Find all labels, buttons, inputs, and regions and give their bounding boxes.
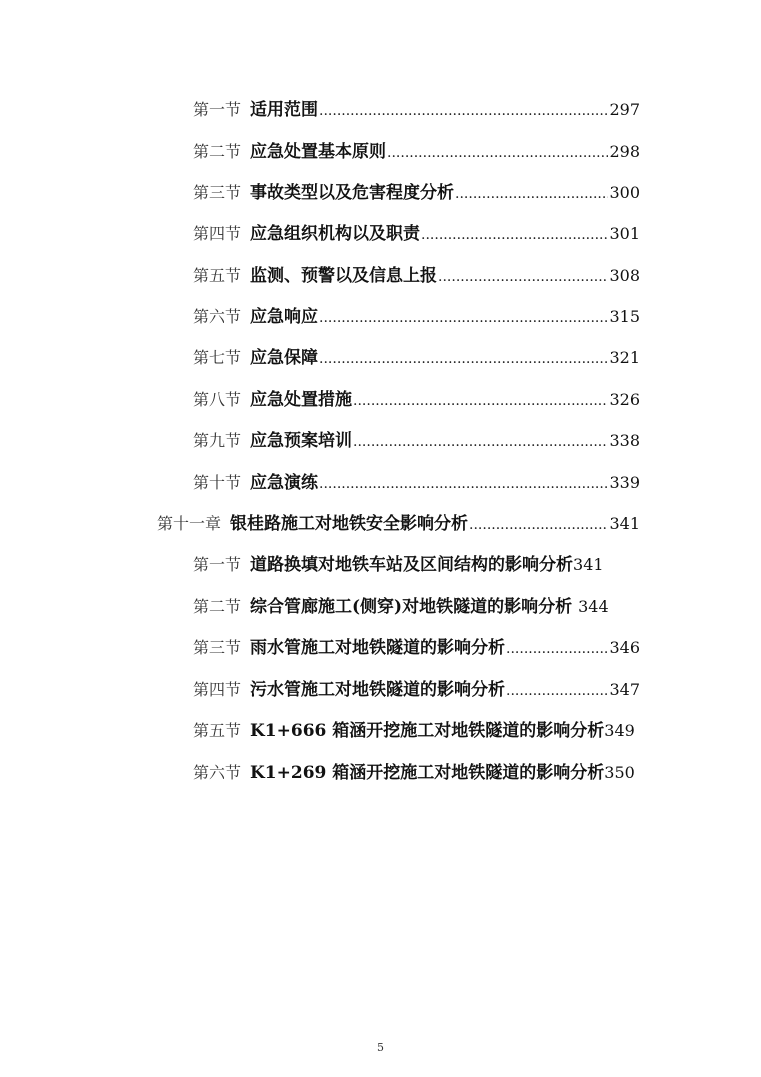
toc-entry[interactable] <box>193 98 640 122</box>
toc-entry[interactable] <box>193 595 640 619</box>
toc-entry-title: 应急演练 <box>250 473 319 493</box>
toc-entry[interactable] <box>193 222 640 246</box>
toc-entry-page: 315 <box>609 307 640 326</box>
toc-entry-page: 326 <box>609 390 640 409</box>
toc-entry-title: 应急预案培训 <box>250 431 353 451</box>
toc-entry-page: 341 <box>573 555 604 574</box>
toc-entry-number: 第二节 <box>193 597 242 616</box>
toc-entry-page: 346 <box>609 638 640 657</box>
toc-entry-page: 300 <box>609 183 640 202</box>
toc-entry-number: 第三节 <box>193 638 242 657</box>
dot-leader <box>319 306 608 330</box>
toc-entry-title: K1+269 箱涵开挖施工对地铁隧道的影响分析 <box>250 763 605 783</box>
toc-entry-title: 应急组织机构以及职责 <box>250 224 421 244</box>
toc-entry-title: 应急响应 <box>250 307 319 327</box>
toc-entry-page: 338 <box>609 431 640 450</box>
toc-entry[interactable] <box>193 678 640 702</box>
toc-entry[interactable] <box>193 388 640 412</box>
toc-entry-title: K1+666 箱涵开挖施工对地铁隧道的影响分析 <box>250 721 605 741</box>
toc-entry-number: 第四节 <box>193 680 242 699</box>
toc-entry[interactable] <box>193 305 640 329</box>
dot-leader <box>506 679 608 703</box>
toc-entry-title: 适用范围 <box>250 100 319 120</box>
toc-entry-title: 污水管施工对地铁隧道的影响分析 <box>250 680 506 700</box>
toc-entry-number: 第四节 <box>193 224 242 243</box>
dot-leader <box>506 637 608 661</box>
toc-entry[interactable] <box>193 636 640 660</box>
toc-entry[interactable] <box>193 140 640 164</box>
toc-entry-title: 应急处置措施 <box>250 390 353 410</box>
toc-entry-number: 第五节 <box>193 721 242 740</box>
dot-leader <box>469 513 608 537</box>
toc-entry-number: 第七节 <box>193 348 242 367</box>
toc-entry-title: 应急处置基本原则 <box>250 142 387 162</box>
toc-entry-page: 344 <box>578 597 609 616</box>
toc-entry[interactable] <box>193 429 640 453</box>
toc-entry-title: 监测、预警以及信息上报 <box>250 266 438 286</box>
toc-entry-page: 349 <box>604 721 635 740</box>
toc-entry-page: 347 <box>609 680 640 699</box>
toc-entry-page: 297 <box>609 100 640 119</box>
toc-entry-number: 第十一章 <box>157 514 222 533</box>
toc-entry-number: 第二节 <box>193 142 242 161</box>
toc-entry-title: 道路换填对地铁车站及区间结构的影响分析 <box>250 555 574 575</box>
dot-leader <box>353 430 608 454</box>
toc-entry-title: 雨水管施工对地铁隧道的影响分析 <box>250 638 506 658</box>
toc-chapter-entry[interactable] <box>157 512 640 536</box>
dot-leader <box>387 141 608 165</box>
toc-entry-title: 银桂路施工对地铁安全影响分析 <box>230 514 469 534</box>
toc-entry[interactable] <box>193 346 640 370</box>
toc-entry[interactable] <box>193 264 640 288</box>
dot-leader <box>319 472 608 496</box>
toc-entry[interactable] <box>193 761 640 785</box>
page-number: 5 <box>377 1041 384 1054</box>
dot-leader <box>438 265 608 289</box>
dot-leader <box>319 347 608 371</box>
toc-entry-number: 第三节 <box>193 183 242 202</box>
dot-leader <box>455 182 608 206</box>
toc-entry-page: 321 <box>609 348 640 367</box>
toc-entry-title: 事故类型以及危害程度分析 <box>250 183 455 203</box>
toc-entry-number: 第一节 <box>193 100 242 119</box>
toc-entry-page: 339 <box>609 473 640 492</box>
toc-entry-number: 第十节 <box>193 473 242 492</box>
dot-leader <box>353 389 608 413</box>
toc-entry[interactable] <box>193 719 640 743</box>
toc-entry[interactable] <box>193 553 640 577</box>
toc-entry-page: 301 <box>609 224 640 243</box>
dot-leader <box>319 99 608 123</box>
toc-entry-page: 298 <box>609 142 640 161</box>
toc-entry-number: 第八节 <box>193 390 242 409</box>
toc-entry-title: 应急保障 <box>250 348 319 368</box>
toc-entry-number: 第六节 <box>193 307 242 326</box>
toc-entry-title: 综合管廊施工(侧穿)对地铁隧道的影响分析 <box>250 597 573 617</box>
toc-entry-number: 第一节 <box>193 555 242 574</box>
toc-entry-page: 308 <box>609 266 640 285</box>
dot-leader <box>421 223 608 247</box>
toc-entry-number: 第六节 <box>193 763 242 782</box>
toc-entry[interactable] <box>193 471 640 495</box>
toc-entry-page: 341 <box>609 514 640 533</box>
toc-entry-page: 350 <box>604 763 635 782</box>
toc-entry-number: 第九节 <box>193 431 242 450</box>
toc-entry[interactable] <box>193 181 640 205</box>
toc-entry-number: 第五节 <box>193 266 242 285</box>
